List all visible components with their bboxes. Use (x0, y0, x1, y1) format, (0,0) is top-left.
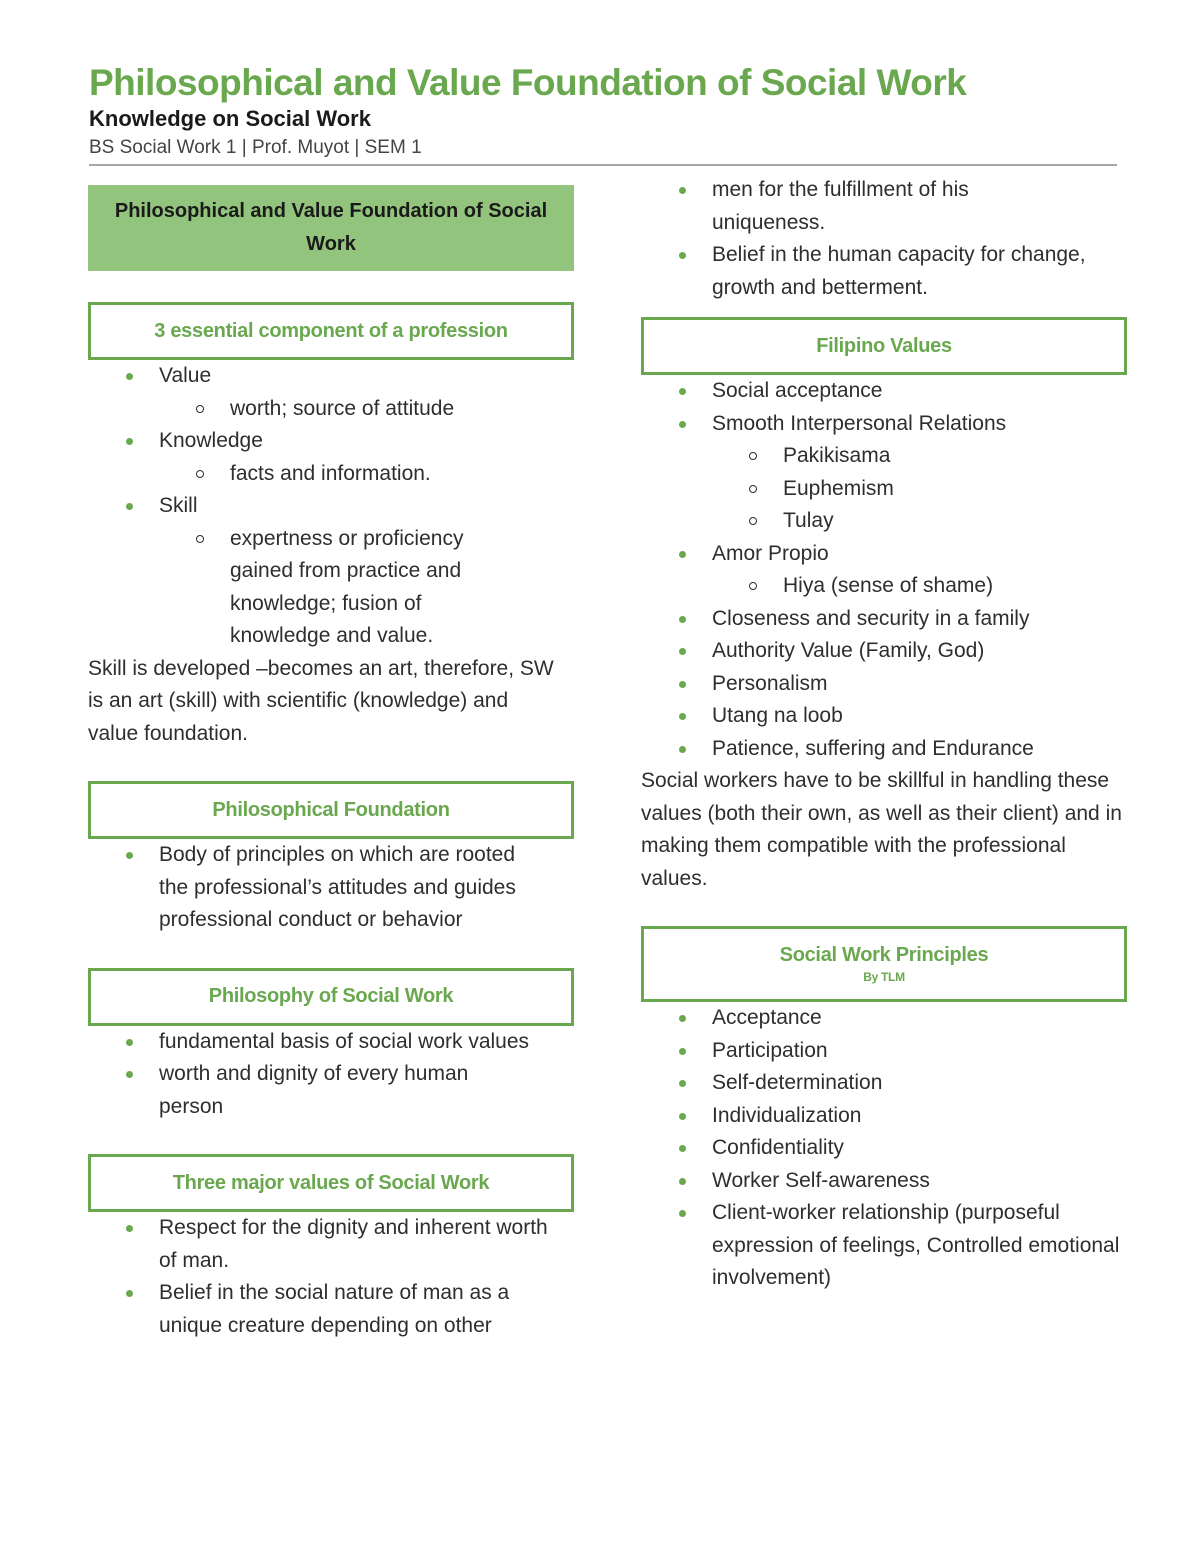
list-item: Individualization (641, 1100, 1127, 1133)
components-list (88, 360, 574, 653)
sub-list-item: expertness or proficiency gained from practice and knowledge; fusion of knowledge and value. (88, 523, 574, 653)
document-subtitle: Knowledge on Social Work (89, 106, 371, 131)
list-item: fundamental basis of social work values (88, 1026, 574, 1059)
list-item: Body of principles on which are rooted the professional’s attitudes and guides professional conduct or behavior (88, 839, 574, 937)
filipino-values-list (641, 375, 1127, 765)
principles-byline: By TLM (863, 969, 905, 984)
course-meta: BS Social Work 1 | Prof. Muyot | SEM 1 (89, 137, 422, 158)
list-item: Utang na loob (641, 700, 1127, 733)
philosophy-of-sw-list (88, 1026, 574, 1124)
philosophical-foundation-heading: Philosophical Foundation (212, 798, 450, 821)
list-item: Confidentiality (641, 1132, 1127, 1165)
list-item: Belief in the human capacity for change, growth and betterment. (641, 239, 1127, 304)
right-column (641, 174, 1127, 1295)
principles-box (641, 926, 1127, 1002)
document-title: Philosophical and Value Foundation of Social Work (89, 62, 967, 103)
list-item: Smooth Interpersonal Relations (641, 408, 1127, 441)
filipino-values-heading: Filipino Values (816, 334, 952, 357)
sub-list-item: facts and information. (88, 458, 574, 491)
principles-list (641, 1002, 1127, 1295)
major-values-box (88, 1154, 574, 1212)
philosophical-foundation-list (88, 839, 574, 937)
left-column (88, 185, 574, 1342)
principles-heading: Social Work Principles (779, 943, 989, 966)
major-values-list (88, 1212, 574, 1342)
list-item: Client-worker relationship (purposeful expression of feelings, Controlled emotional involvement) (641, 1197, 1127, 1295)
list-item: Belief in the social nature of man as a unique creature depending on other (88, 1277, 574, 1342)
sub-list-item: Tulay (641, 505, 1127, 538)
continued-text: men for the fulfillment of his uniqueness. (641, 174, 1127, 239)
list-item: Value (88, 360, 574, 393)
list-item: Skill (88, 490, 574, 523)
list-item: Worker Self-awareness (641, 1165, 1127, 1198)
list-item: Participation (641, 1035, 1127, 1068)
list-item: Knowledge (88, 425, 574, 458)
list-item: Self-determination (641, 1067, 1127, 1100)
list-item: Acceptance (641, 1002, 1127, 1035)
sub-list-item: Hiya (sense of shame) (641, 570, 1127, 603)
list-item: Closeness and security in a family (641, 603, 1127, 636)
list-item: Amor Propio (641, 538, 1127, 571)
list-item: Patience, suffering and Endurance (641, 733, 1127, 766)
filipino-values-note: Social workers have to be skillful in handling these values (both their own, as well as their client) and in making them compatible with the professional values. (641, 769, 1122, 890)
philosophy-of-sw-box (88, 968, 574, 1026)
sub-list-item: Pakikisama (641, 440, 1127, 473)
section-banner (88, 185, 574, 271)
list-item: Personalism (641, 668, 1127, 701)
list-item: Social acceptance (641, 375, 1127, 408)
skill-note: Skill is developed –becomes an art, therefore, SW is an art (skill) with scientific (knowledge) and value foundation. (88, 656, 554, 745)
components-heading: 3 essential component of a profession (154, 319, 508, 342)
list-item: Authority Value (Family, God) (641, 635, 1127, 668)
page-header (89, 60, 1117, 162)
filipino-values-box (641, 317, 1127, 375)
header-divider (89, 164, 1117, 166)
sub-list-item: Euphemism (641, 473, 1127, 506)
sub-list-item: worth; source of attitude (88, 393, 574, 426)
list-item: worth and dignity of every human person (88, 1058, 574, 1123)
major-values-continued (641, 174, 1127, 304)
philosophical-foundation-box (88, 781, 574, 839)
components-heading-box (88, 302, 574, 360)
major-values-heading: Three major values of Social Work (172, 1171, 490, 1194)
philosophy-of-sw-heading: Philosophy of Social Work (208, 985, 454, 1007)
section-banner-text: Philosophical and Value Foundation of Social Work (114, 200, 548, 255)
list-item: Respect for the dignity and inherent worth of man. (88, 1212, 574, 1277)
